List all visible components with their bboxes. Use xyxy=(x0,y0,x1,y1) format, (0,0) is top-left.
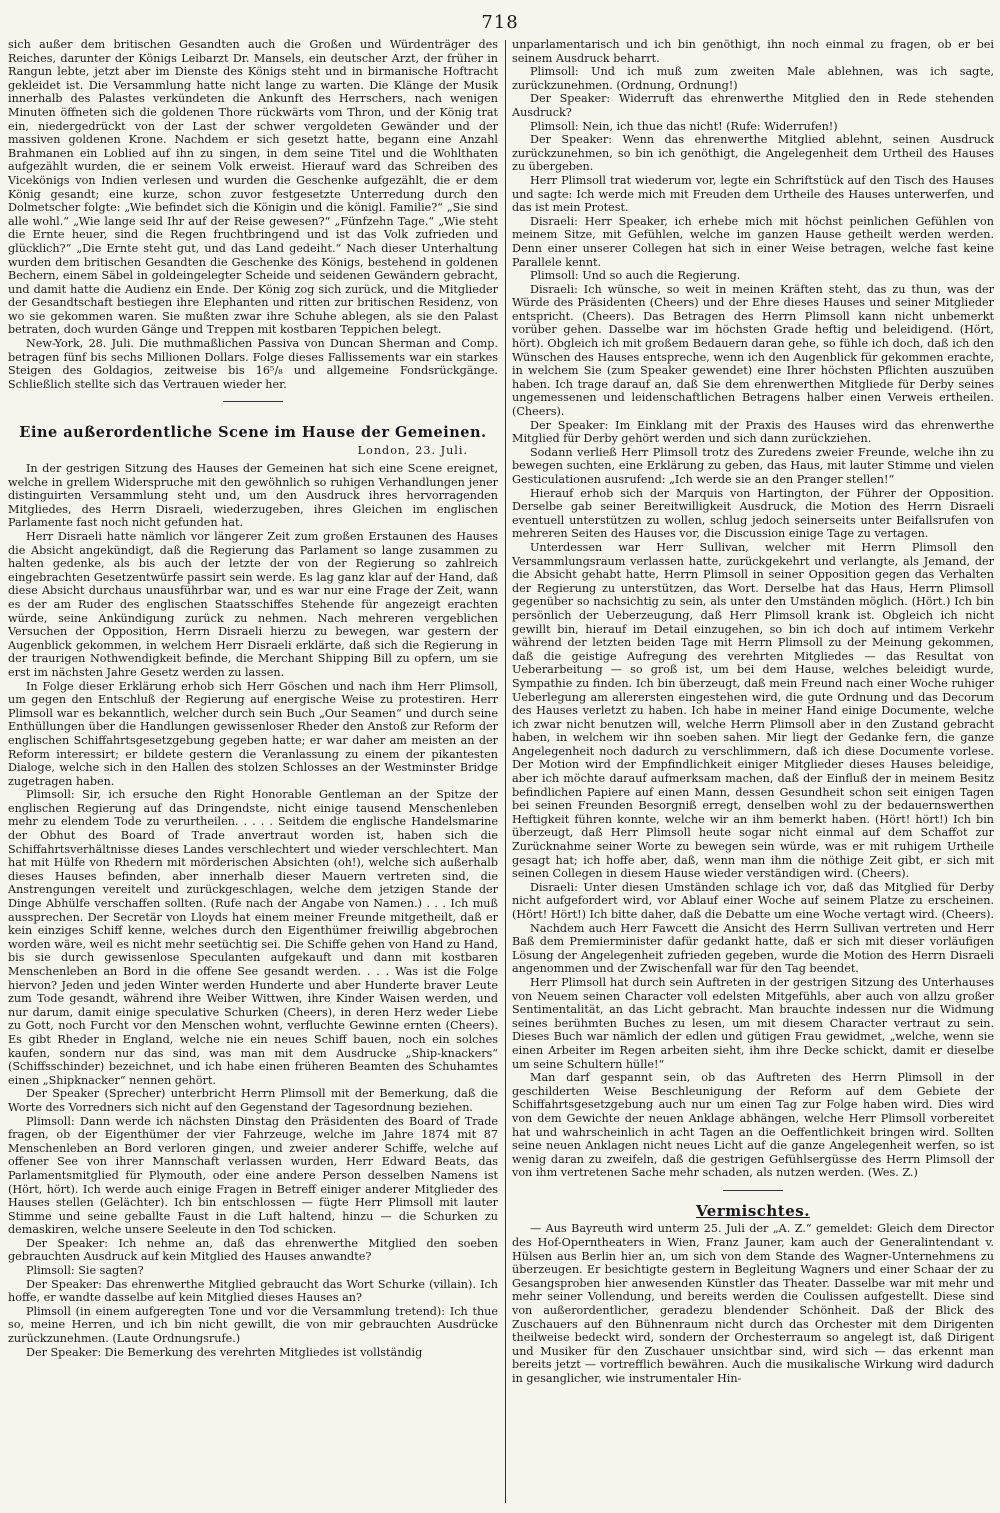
page-number: 718 xyxy=(481,12,519,33)
article-paragraph: Der Speaker: Wenn das ehrenwerthe Mitglied ablehnt, seinen Ausdruck zurückzunehmen, so bin ich genöthigt, die Angelegenheit dem Urtheil des Hauses zu übergeben. xyxy=(512,133,994,174)
section-title-misc: Vermischtes. xyxy=(696,1201,810,1220)
right-article-body xyxy=(512,38,994,1180)
column-divider xyxy=(505,40,506,1503)
left-intro-paragraphs xyxy=(8,38,498,391)
news-paragraph: sich außer dem britischen Gesandten auch die Großen und Würdenträger des Reiches, darunter der Königs Leibarzt Dr. Mansels, ein deutscher Arzt, der früher in Rangun lebte, jetzt aber im Dienste des Königs steht und in birmanische Hoftracht gekleidet ist. Die Versammlung hatte nicht lange zu warten. Die Klänge der Musik innerhalb des Palastes verkündeten die Ankunft des Herrschers, nach wenigen Minuten öffneten sich die goldenen Thore rückwärts vom Thron, und der König trat ein, niedergedrückt von der Last der schwer vergoldeten Gewänder und der massiven goldenen Krone. Nachdem er sich gesetzt hatte, begann eine Anzahl Brahmanen ein Loblied auf ihn zu singen, in dem seine Titel und die Wohlthaten aufgezählt wurden, die er seinem Volk erweist. Hierauf ward das Schreiben des Vicekönigs von Indien verlesen und wurden die Geschenke aufgezählt, die er dem König gesandt; eine kurze, schon zuvor festgesetzte Unterredung durch den Dolmetscher folgte: „Wie befindet sich die Königin und die königl. Familie?“ „Sie sind alle wohl.“ „Wie lange seid Ihr auf der Reise gewesen?“ „Fünfzehn Tage.“ „Wie steht die Ernte heuer, sind die Regen fruchtbringend und ist das Volk zufrieden und glücklich?“ „Die Ernte steht gut, und das Land gedeiht.“ Nach dieser Unterhaltung wurden dem britischen Gesandten die Geschenke des Königs, bestehend in goldenen Bechern, einem Säbel in goldeingelegter Scheide und seidenen Gewändern gebracht, und damit hatte die Audienz ein Ende. Der König zog sich zurück, und die Mitglieder der Gesandtschaft bestiegen ihre Elephanten und ritten zur britischen Residenz, von wo sie gekommen waren. Sie mußten zwar ihre Schuhe ablegen, als sie den Palast betraten, doch wurden Gänge und Treppen mit kostbaren Teppichen belegt. xyxy=(8,38,498,337)
misc-paragraph: — Aus Bayreuth wird unterm 25. Juli der „A. Z.“ gemeldet: Gleich dem Director des Hof-Operntheaters in Wien, Franz Jauner, kam auch der Generalintendant v. Hülsen aus Berlin hier an, um sich von dem Stande des Wagner-Unternehmens zu überzeugen. Er besichtigte gestern in Begleitung Wagners und einer Schaar der zu Gesangsproben hier anwesenden Künstler das Theater. Dasselbe war mit mehr und mehr seiner Vollendung, und bereits werden die Coulissen aufgestellt. Diese sind von außerordentlicher, geradezu blendender Schönheit. Daß der Blick des Zuschauers auf den Bühnenraum nicht durch das Orchester mit dem Dirigenten theilweise bedeckt wird, sondern der Orchesterraum so angelegt ist, daß Dirigent und Musiker für den Zuschauer unsichtbar sind, wird sich — das erkennt man bereits jetzt — vortrefflich bewähren. Auch die musikalische Wirkung wird dadurch in gesanglicher, wie instrumentaler Hin- xyxy=(512,1222,994,1385)
article-paragraph: Plimsoll (in einem aufgeregten Tone und vor die Versammlung tretend): Ich thue so, meine Herren, und ich bin nicht gewillt, die von mir gebrauchten Ausdrücke zurückzunehmen. (Laute Ordnungsrufe.) xyxy=(8,1304,498,1346)
article-paragraph: Sodann verließ Herr Plimsoll trotz des Zuredens zweier Freunde, welche ihn zu bewegen suchten, eine Erklärung zu geben, das Haus, mit lauter Stimme und vielen Gesticulationen ausrufend: „Ich werde sie an den Pranger stellen!“ xyxy=(512,445,994,486)
article-paragraph: In Folge dieser Erklärung erhob sich Herr Göschen und nach ihm Herr Plimsoll, um gegen den Entschluß der Regierung auf energische Weise zu protestiren. Herr Plimsoll war es bekanntlich, welcher durch sein Buch „Our Seamen“ und durch seine Enthüllungen über die Handlungen gewissenloser Rheder den Anstoß zur Reform der englischen Schiffahrtsgesetzgebung gegeben hatte; er war daher am meisten an der Reform interessirt; er bildete gestern die Veranlassung zu einem der pikantesten Dialoge, welche sich in den Hallen des stolzen Schlosses an der Westminster Bridge zugetragen haben. xyxy=(8,679,498,788)
article-paragraph: Unterdessen war Herr Sullivan, welcher mit Herrn Plimsoll den Versammlungsraum verlassen hatte, zurückgekehrt und verlangte, als Jemand, der die Absicht gehabt hatte, Herrn Plimsoll in seiner Opposition gegen das Verhalten der Regierung zu unterstützen, das Wort. Derselbe hat das Haus, Herrn Plimsoll gegenüber so nachsichtig zu sein, als unter den Umständen möglich. (Hört.) Ich bin persönlich der Ueberzeugung, daß Herr Plimsoll krank ist. Obgleich ich nicht gewillt bin, hierauf im Detail einzugehen, so bin ich doch auf intimem Verkehr während der letzten beiden Tage mit Herrn Plimsoll zu der Meinung gekommen, daß die geistige Aufregung des verehrten Mitgliedes — das Resultat von Ueberarbeitung — so groß ist, um bei dem Hause, welches beleidigt wurde, Sympathie zu finden. Ich bin überzeugt, daß mein Freund nach einer Woche ruhiger Ueberlegung am allerersten eingestehen wird, die gute Ordnung und das Decorum des Hauses verletzt zu haben. Ich habe in meiner Hand einige Documente, welche ich zwar nicht benutzen will, welche Herrn Plimsoll aber in den Zustand gebracht haben, in welchem wir ihn soeben sahen. Mir liegt der Gedanke fern, die ganze Angelegenheit noch dadurch zu verschlimmern, daß ich diese Documente vorlese. Der Motion wird der Empfindlichkeit einiger Mitglieder dieses Hauses beleidige, aber ich möchte darauf aufmerksam machen, daß der Einfluß der in meinem Besitz befindlichen Papiere auf einen Mann, dessen Gesundheit schon seit einigen Tagen bei seinen Freunden Besorgniß erregt, denselben wohl zu der bedauernswerthen Heftigkeit führen konnte, welche wir an ihm bemerkt haben. (Hört! hört!) Ich bin überzeugt, daß Herr Plimsoll heute sogar nicht einmal auf dem Schaffot zur Zurücknahme seiner Worte zu bewegen sein würde, was er mit ruhigem Urtheile gesagt hat; ich hoffe aber, daß, wenn man ihm die nöthige Zeit gibt, er sich mit seinen Collegen in diesem Hause wieder verständigen wird. (Cheers). xyxy=(512,540,994,881)
article-paragraph: Der Speaker: Das ehrenwerthe Mitglied gebraucht das Wort Schurke (villain). Ich hoffe, er wandte dasselbe auf kein Mitglied dieses Hauses an? xyxy=(8,1277,498,1305)
article-paragraph: Plimsoll: Und so auch die Regierung. xyxy=(530,269,741,283)
article-paragraph: Herr Plimsoll trat wiederum vor, legte ein Schriftstück auf den Tisch des Hauses und sagte: Ich werde mich mit Freuden dem Urtheile des Hauses unterwerfen, und das ist mein Protest. xyxy=(512,173,994,215)
article-paragraph: Der Speaker (Sprecher) unterbricht Herrn Plimsoll mit der Bemerkung, daß die Worte des Vorredners sich nicht auf den Gegenstand der Tagesordnung beziehen. xyxy=(8,1087,498,1114)
article-paragraph: Disraeli: Unter diesen Umständen schlage ich vor, daß das Mitglied für Derby nicht aufgefordert wird, vor Ablauf einer Woche auf seinem Platze zu erscheinen. (Hört! Hört!) Ich bitte daher, daß die Debatte um eine Woche vertagt wird. (Cheers). xyxy=(512,880,994,921)
right-column xyxy=(512,38,994,1503)
article-dateline: London, 23. Juli. xyxy=(357,444,468,458)
misc-body xyxy=(512,1222,994,1385)
article-paragraph: Plimsoll: Dann werde ich nächsten Dinstag den Präsidenten des Board of Trade fragen, ob der Eigenthümer der vier Fahrzeuge, welche im Jahre 1874 mit 87 Menschenleben an Bord verloren gingen, und zweier anderer Schiffe, welche auf offener See von ihrer Mannschaft verlassen wurden, Herr Edward Beats, das Parlamentsmitglied für Plymouth, oder eine andere Person desselben Namens ist (Hört, hört). Ich werde auch einige Fragen in Betreff einiger anderer Mitglieder des Hauses stellen (Gelächter). Ich bin entschlossen — fügte Herr Plimsoll mit lauter Stimme und seine geballte Faust in die Luft haltend, hinzu — die Schurken zu demaskiren, welche unsere Seeleute in den Tod schicken. xyxy=(8,1114,498,1237)
divider xyxy=(723,1190,783,1191)
article-paragraph: Disraeli: Herr Speaker, ich erhebe mich mit höchst peinlichen Gefühlen von meinem Sitze, mit Gefühlen, welche im ganzen Hause getheilt werden werden. Denn einer unserer Collegen hat sich in einer Weise betragen, welche fast keine Parallele kennt. xyxy=(512,214,994,269)
left-article-body xyxy=(8,462,498,1359)
article-paragraph: Der Speaker: Die Bemerkung des verehrten Mitgliedes ist vollständig xyxy=(26,1345,423,1359)
news-paragraph: New-York, 28. Juli. Die muthmaßlichen Passiva von Duncan Sherman and Comp. betragen fünf bis sechs Millionen Dollars. Folge dieses Fallissements war ein starkes Steigen des Goldagios, zeitweise bis 16⁵/₈ und allgemeine Fondsrückgänge. Schließlich stellte sich das Vertrauen wieder her. xyxy=(8,337,498,391)
article-paragraph: Der Speaker: Im Einklang mit der Praxis des Hauses wird das ehrenwerthe Mitglied für Derby gehört werden und sich dann zurückziehen. xyxy=(512,418,994,446)
article-title: Eine außerordentliche Scene im Hause der Gemeinen. xyxy=(19,424,487,442)
article-paragraph: Der Speaker: Widerruft das ehrenwerthe Mitglied den in Rede stehenden Ausdruck? xyxy=(512,92,994,119)
article-paragraph: Plimsoll: Und ich muß zum zweiten Male ablehnen, was ich sagte, zurückzunehmen. (Ordnung, Ordnung!) xyxy=(512,65,994,92)
article-paragraph: Hierauf erhob sich der Marquis von Hartington, der Führer der Opposition. Derselbe gab seiner Bereitwilligkeit Ausdruck, die Motion des Herrn Disraeli eventuell unterstützen zu wollen, schlug jedoch seinerseits unter Beifallsrufen von mehreren Seiten des Hauses vor, die Discussion einige Tage zu vertagen. xyxy=(512,486,994,541)
article-paragraph: Plimsoll: Sir, ich ersuche den Right Honorable Gentleman an der Spitze der englischen Regierung auf das Dringendste, nicht einige tausend Menschenleben mehr zu elendem Tode zu verurtheilen. . . . . Seitdem die englische Handelsmarine der Obhut des Board of Trade anvertraut worden ist, haben sich die Schiffahrtsverhältnisse dieses Landes verschlechtert und wieder verschlechtert. Man hat mit Hülfe von Rhedern mit mörderischen Absichten (oh!), welche sich außerhalb dieses Hauses befinden, aber innerhalb dieser Mauern vertreten sind, die Anstrengungen vereitelt und zurückgeschlagen, welche dem jetzigen Stande der Dinge Abhülfe verschaffen sollten. (Rufe nach der Angabe von Namen.) . . . Ich muß aussprechen. Der Secretär von Lloyds hat einem meiner Freunde mitgetheilt, daß er kein einziges Schiff kenne, welches durch den Eigenthümer freiwillig abgebrochen worden wäre, weil es nicht mehr seetüchtig sei. Die Schiffe gehen von Hand zu Hand, bis sie durch gewissenlose Speculanten aufgekauft und dann mit kostbaren Menschenleben an Bord in die offene See gesandt werden. . . . Was ist die Folge hiervon? Jeden und jeden Winter werden Hunderte und aber Hunderte braver Leute zum Tode gesandt, während ihre Weiber Wittwen, ihre Kinder Waisen werden, und nur darum, damit einige speculative Schurken (Cheers), in deren Herz weder Liebe zu Gott, noch Furcht vor den Menschen wohnt, verfluchte Gewinne ernten (Cheers). Es gibt Rheder in England, welche nie ein neues Schiff bauen, noch ein solches kaufen, sondern nur das sind, was man mit dem Ausdrucke „Ship-knackers“ (Schiffsschinder) bezeichnet, und ich habe einen früheren Beamten des Schuhamtes einen „Shipknacker“ nennen gehört. xyxy=(8,788,498,1087)
article-paragraph: Plimsoll: Nein, ich thue das nicht! (Rufe: Widerrufen!) xyxy=(530,119,838,133)
article-paragraph: Man darf gespannt sein, ob das Auftreten des Herrn Plimsoll in der geschilderten Weise Beschleunigung der Reform auf dem Gebiete der Schiffahrtsgesetzgebung auch nur um einen Tag zur Folge haben wird. Dies wird von dem Gewichte der neuen Anklage abhängen, welche Herr Plimsoll vorbereitet hat und wahrscheinlich in acht Tagen an die Oeffentlichkeit bringen wird. Sollten seine neuen Anklagen nicht neues Licht auf die ganze Angelegenheit werfen, so ist wenig daran zu zweifeln, daß die gestrigen Gefühlsergüsse des Herrn Plimsoll der von ihm vertretenen Sache mehr schaden, als nutzen werden. (Wes. Z.) xyxy=(512,1071,994,1180)
divider xyxy=(223,401,283,402)
article-paragraph: Herr Disraeli hatte nämlich vor längerer Zeit zum großen Erstaunen des Hauses die Absicht angekündigt, daß die Regierung das Parlament so lange zusammen zu halten gedenke, als bis auch der letzte der von der Regierung so zahlreich eingebrachten Gesetzentwürfe passirt sein werde. Es lag ganz klar auf der Hand, daß diese Absicht durchaus unausführbar war, und es war nur eine Frage der Zeit, wann es der am Ruder des englischen Staatsschiffes Stehende für angezeigt erachten würde, seine Ankündigung zurück zu nehmen. Nach mehreren vergeblichen Versuchen der Opposition, Herrn Disraeli hierzu zu bewegen, war gestern der Augenblick gekommen, in welchem Herr Disraeli erklärte, daß sich die Regierung in der traurigen Nothwendigkeit befinde, die Merchant Shipping Bill zu opfern, um sie erst im nächsten Jahre Gesetz werden zu lassen. xyxy=(8,530,498,679)
article-paragraph: Der Speaker: Ich nehme an, daß das ehrenwerthe Mitglied den soeben gebrauchten Ausdruck auf kein Mitglied des Hauses anwandte? xyxy=(8,1236,498,1264)
article-paragraph: unparlamentarisch und ich bin genöthigt, ihn noch einmal zu fragen, ob er bei seinem Ausdruck beharrt. xyxy=(512,38,994,65)
left-column xyxy=(8,38,498,1503)
article-paragraph: Herr Plimsoll hat durch sein Auftreten in der gestrigen Sitzung des Unterhauses von Neuem seinen Character voll edelsten Mitgefühls, aber auch von allzu großer Sentimentalität, an das Licht gebracht. Man brauchte indessen nur die Widmung seines berühmten Buches zu lesen, um mit diesem Character vertraut zu sein. Dieses Buch war nämlich der edlen und gütigen Frau gewidmet, „welche, wenn sie einen Arbeiter im Regen arbeiten sieht, ihm ihre Decke schickt, damit er dieselbe um seine Schultern hülle!“ xyxy=(512,975,994,1071)
article-paragraph: Plimsoll: Sie sagten? xyxy=(26,1264,144,1278)
article-paragraph: Disraeli: Ich wünsche, so weit in meinen Kräften steht, das zu thun, was der Würde des Präsidenten (Cheers) und der Ehre dieses Hauses und seiner Mitglieder entspricht. (Cheers). Das Betragen des Herrn Plimsoll kann nicht unbemerkt vorüber gehen. Dasselbe war im höchsten Grade heftig und beleidigend. (Hört, hört). Obgleich ich mit großem Bedauern daran gehe, so fühle ich doch, daß ich den Wünschen des Hauses entspreche, wenn ich den Augenblick für gekommen erachte, in welchem Sie (zum Speaker gewendet) eine Ihrer höchsten Pflichten auszuüben haben. Ich trage darauf an, daß Sie dem ehrenwerthen Mitgliede für Derby seines ungemessenen und leidenschaftlichen Betragens halber einen Verweis ertheilen. (Cheers). xyxy=(512,282,994,419)
article-paragraph: Nachdem auch Herr Fawcett die Ansicht des Herrn Sullivan vertreten und Herr Baß dem Premierminister dafür gedankt hatte, daß er sich mit dieser vorläufigen Lösung der Angelegenheit zufrieden gegeben, wurde die Motion des Herrn Disraeli angenommen und der Zwischenfall war für den Tag beendet. xyxy=(512,921,994,976)
article-paragraph: In der gestrigen Sitzung des Hauses der Gemeinen hat sich eine Scene ereignet, welche in grellem Widerspruche mit den gewöhnlich so ruhigen Verhandlungen jener distinguirten Versammlung steht und, um den Ausdruck ihres hervorragenden Mitgliedes, des Herrn Disraeli, wiederzugeben, ihres Gleichen im englischen Parlamente fast noch nicht gefunden hat. xyxy=(8,462,498,530)
